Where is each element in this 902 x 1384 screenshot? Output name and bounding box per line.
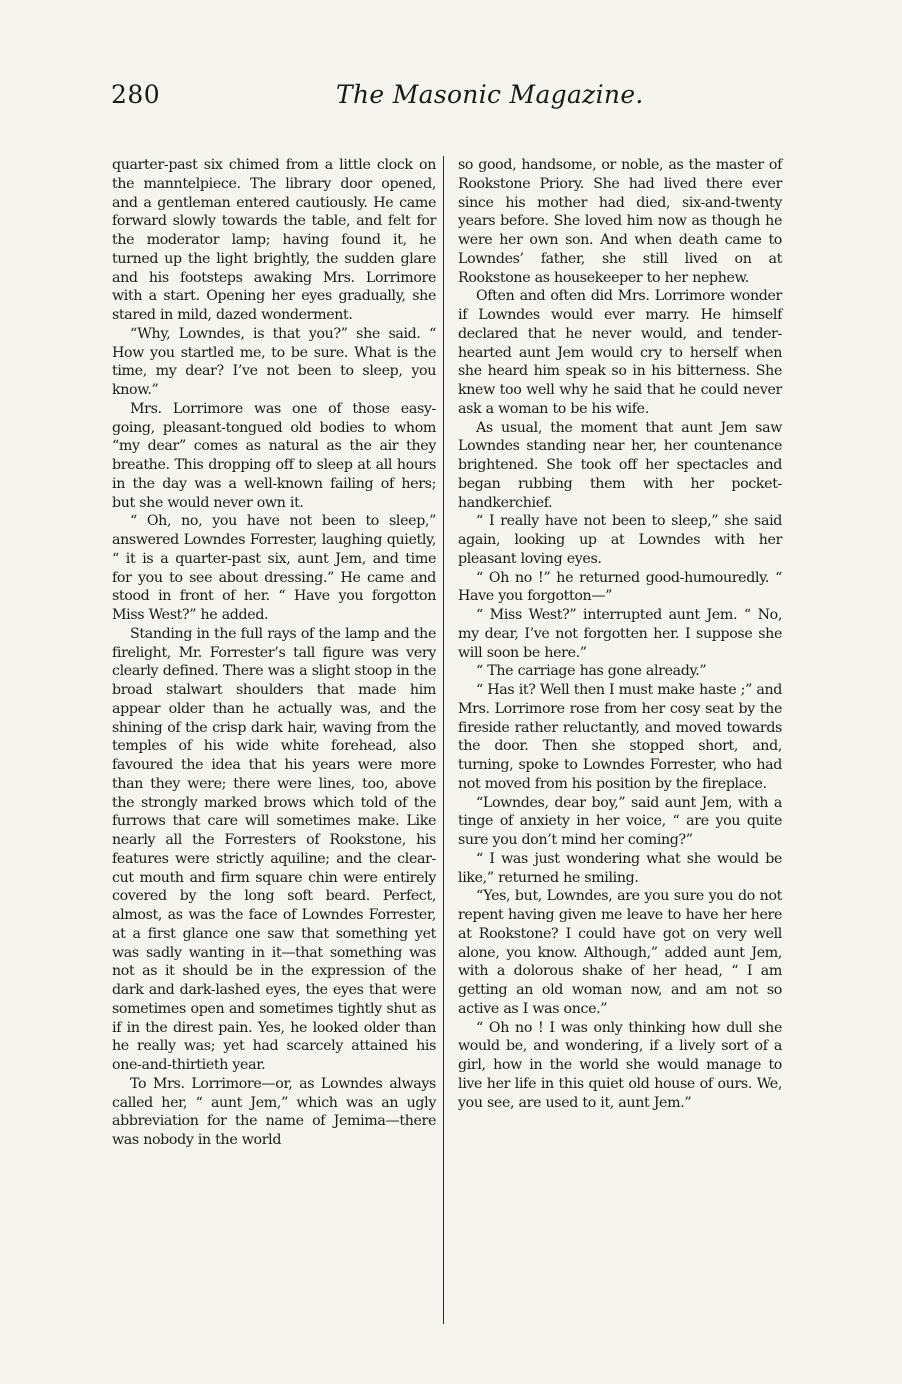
paragraph: “ Has it? Well then I must make haste ;” and Mrs. Lorrimore rose from her cosy seat by the fireside rather reluctantly, and moved towards the door. Then she stopped short, and, turning, spoke to Lowndes Forrester, who had not moved from his position by the fireplace. xyxy=(458,682,782,792)
paragraph: To Mrs. Lorrimore—or, as Lowndes always called her, “ aunt Jem,” which was an ugly abbreviation for the name of Jemima—there was nobody in the world xyxy=(112,1075,436,1148)
paragraph: Standing in the full rays of the lamp and the firelight, Mr. Forrester’s tall figure was very clearly defined. There was a slight stoop in the broad stalwart shoulders that made him appear older than he actually was, and the shining of the crisp dark hair, waving from the temples of his wide white forehead, also favoured the idea that his years were more than they were; there were lines, too, above the strongly marked brows which told of the furrows that care will sometimes make. Like nearly all the Forresters of Rookstone, his features were strictly aquiline; and the clear-cut mouth and firm square chin were entirely covered by the long soft beard. Perfect, almost, as was the face of Lowndes Forrester, at a first glance one saw that something yet was sadly wanting in it—that something was not as it should be in the expression of the dark and dark-lashed eyes, the eyes that were sometimes open and sometimes tightly shut as if in the direst pain. Yes, he looked older than he really was; yet had scarcely attained his one-and-thirtieth year. xyxy=(112,625,436,1073)
paragraph: quarter-past six chimed from a little clock on the manntelpiece. The library door opened, and a gentleman entered cautiously. He came forward slowly towards the table, and felt for the moderator lamp; having found it, he turned up the light brightly, the sudden glare and his footsteps awaking Mrs. Lorrimore with a start. Opening her eyes gradually, she stared in mild, dazed wonderment. xyxy=(112,157,436,323)
page-header xyxy=(111,78,787,122)
paragraph: “ Oh no ! I was only thinking how dull she would be, and wondering, if a lively sort of a girl, how in the world she would manage to live her life in this quiet old house of ours. We, you see, are used to it, aunt Jem.” xyxy=(458,1019,782,1111)
paragraph: “ Oh no !” he returned good-humouredly. “ Have you forgotton—” xyxy=(458,569,782,605)
paragraph: “Yes, but, Lowndes, are you sure you do not repent having given me leave to have her here at Rookstone? I could have got on very well alone, you know. Although,” added aunt Jem, with a dolorous shake of her head, “ I am getting an old woman now, and am not so active as I was once.” xyxy=(458,888,782,1017)
column-divider xyxy=(443,156,444,1324)
journal-title: The Masonic Magazine. xyxy=(336,80,644,109)
paragraph: “Why, Lowndes, is that you?” she said. “ How you startled me, to be sure. What is the time, my dear? I’ve not been to sleep, you know.” xyxy=(112,325,436,398)
page-number: 280 xyxy=(111,80,161,109)
paragraph: Mrs. Lorrimore was one of those easy-going, pleasant-tongued old bodies to whom “my dear” comes as natural as the air they breathe. This dropping off to sleep at all hours in the day was a well-known failing of hers; but she would never own it. xyxy=(112,400,436,511)
paragraph: “Lowndes, dear boy,” said aunt Jem, with a tinge of anxiety in her voice, “ are you quite sure you don’t mind her coming?” xyxy=(458,794,782,848)
paragraph: “ The carriage has gone already.” xyxy=(476,663,707,680)
paragraph: As usual, the moment that aunt Jem saw Lowndes standing near her, her countenance brightened. She took off her spectacles and began rubbing them with her pocket-handkerchief. xyxy=(458,419,782,511)
paragraph: “ Oh, no, you have not been to sleep,” answered Lowndes Forrester, laughing quietly, “ it is a quarter-past six, aunt Jem, and time for you to see about dressing.” He came and stood in front of her. “ Have you forgotton Miss West?” he added. xyxy=(112,513,436,623)
paragraph: Often and often did Mrs. Lorrimore wonder if Lowndes would ever marry. He himself declared that he never would, and tender-hearted aunt Jem would cry to herself when she heard him speak so in his bitterness. She knew too well why he said that he could never ask a woman to be his wife. xyxy=(458,288,782,417)
paragraph: “ Miss West?” interrupted aunt Jem. “ No, my dear, I’ve not forgotten her. I suppose she will soon be here.” xyxy=(458,607,782,661)
paragraph: “ I really have not been to sleep,” she said again, looking up at Lowndes with her pleasant loving eyes. xyxy=(458,513,782,567)
paragraph: “ I was just wondering what she would be like,” returned he smiling. xyxy=(458,850,782,886)
paragraph: so good, handsome, or noble, as the master of Rookstone Priory. She had lived there ever since his mother had died, six-and-twenty years before. She loved him now as though he were her own son. And when death came to Lowndes’ father, she still lived on at Rookstone as housekeeper to her nephew. xyxy=(458,157,782,286)
right-column xyxy=(458,156,782,1112)
left-column xyxy=(112,156,436,1150)
